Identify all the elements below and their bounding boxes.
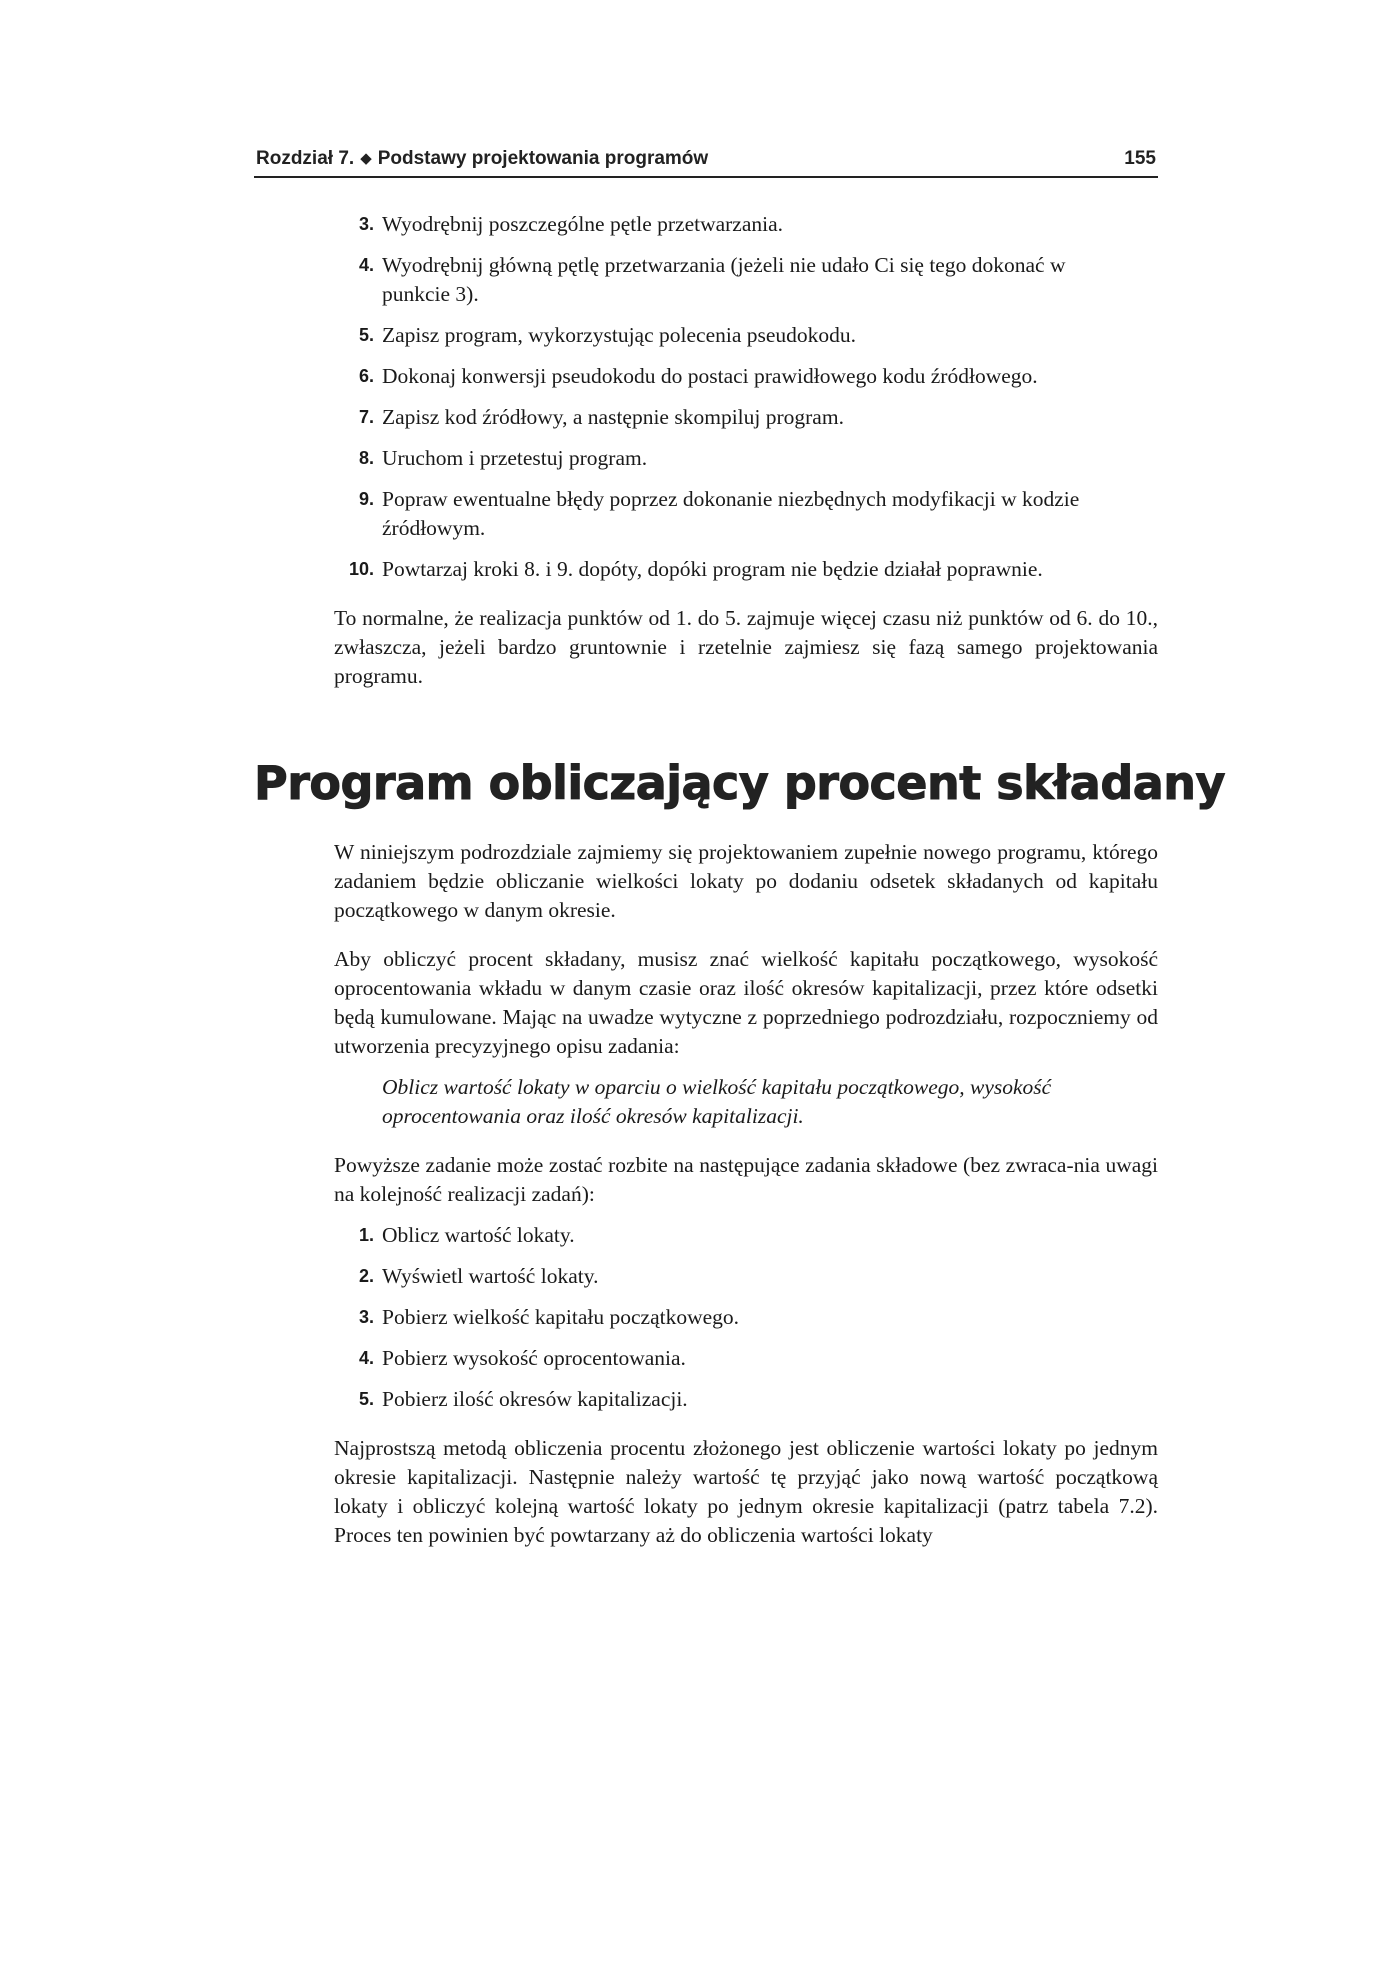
content-top bbox=[334, 210, 1158, 691]
list-item bbox=[334, 362, 1082, 391]
list-item-number: 10. bbox=[348, 559, 374, 579]
list-item-text: Pobierz ilość okresów kapitalizacji. bbox=[382, 1387, 688, 1411]
list-item bbox=[334, 403, 1082, 432]
list-item bbox=[334, 321, 1082, 350]
list-item bbox=[334, 251, 1082, 309]
list-item-number: 1. bbox=[358, 1225, 374, 1245]
list-item-number: 4. bbox=[358, 255, 374, 275]
running-header bbox=[254, 146, 1158, 178]
list-item-text: Zapisz program, wykorzystując polecenia pseudokodu. bbox=[382, 323, 857, 347]
list-item-text: Pobierz wielkość kapitału początkowego. bbox=[382, 1305, 740, 1329]
list-item-number: 8. bbox=[358, 448, 374, 468]
list-item-text: Dokonaj konwersji pseudokodu do postaci prawidłowego kodu źródłowego. bbox=[382, 364, 1038, 388]
list-item-number: 3. bbox=[358, 214, 374, 234]
list-item-text: Wyodrębnij poszczególne pętle przetwarzania. bbox=[382, 212, 784, 236]
list-item-text: Wyświetl wartość lokaty. bbox=[382, 1264, 599, 1288]
list-item bbox=[334, 1385, 1082, 1414]
section-title: Program obliczający procent składany bbox=[254, 756, 1226, 810]
chapter-label: Rozdział 7. bbox=[256, 148, 355, 169]
list-item-text: Pobierz wysokość oprocentowania. bbox=[382, 1346, 686, 1370]
list-item bbox=[334, 555, 1142, 584]
subtasks-list bbox=[334, 1221, 1158, 1414]
list-item-number: 6. bbox=[358, 366, 374, 386]
list-item bbox=[334, 1303, 1082, 1332]
list-item bbox=[334, 485, 1082, 543]
list-item-number: 9. bbox=[358, 489, 374, 509]
list-item bbox=[334, 1262, 1082, 1291]
list-item bbox=[334, 1221, 1082, 1250]
list-item bbox=[334, 444, 1082, 473]
diamond-icon: ◆ bbox=[360, 150, 372, 167]
list-item-number: 4. bbox=[358, 1348, 374, 1368]
list-item bbox=[334, 1344, 1082, 1373]
paragraph-steps-note: To normalne, że realizacja punktów od 1. do 5. zajmuje więcej czasu niż punktów od 6. do 10., zwłaszcza, jeżeli bardzo gruntownie i rzetelnie zajmiesz się fazą samego projektowania programu. bbox=[334, 606, 1158, 688]
list-item-number: 7. bbox=[358, 407, 374, 427]
list-item bbox=[334, 210, 1082, 239]
list-item-number: 5. bbox=[358, 1389, 374, 1409]
task-description-quote: Oblicz wartość lokaty w oparciu o wielkość kapitału początkowego, wysokość oprocentowania oraz ilość okresów kapitalizacji. bbox=[382, 1075, 1052, 1128]
header-chapter bbox=[256, 148, 708, 170]
list-item-text: Uruchom i przetestuj program. bbox=[382, 446, 648, 470]
list-item-text: Wyodrębnij główną pętlę przetwarzania (jeżeli nie udało Ci się tego dokonać w punkcie 3). bbox=[382, 253, 1066, 306]
list-item-number: 2. bbox=[358, 1266, 374, 1286]
list-item-text: Oblicz wartość lokaty. bbox=[382, 1223, 575, 1247]
page-number: 155 bbox=[1124, 148, 1156, 169]
paragraph-final: Najprostszą metodą obliczenia procentu złożonego jest obliczenie wartości lokaty po jednym okresie kapitalizacji. Następnie należy wartość tę przyjąć jako nową wartość początkową lokaty i obliczyć kolejną wartość lokaty po jednym okresie kapitalizacji (patrz tabela 7.2). Proces ten powinien być powtarzany aż do obliczenia wartości lokaty bbox=[334, 1436, 1158, 1547]
list-item-number: 5. bbox=[358, 325, 374, 345]
design-steps-list bbox=[334, 210, 1158, 584]
list-item-text: Popraw ewentualne błędy poprzez dokonanie niezbędnych modyfikacji w kodzie źródłowym. bbox=[382, 487, 1080, 540]
list-item-text: Powtarzaj kroki 8. i 9. dopóty, dopóki program nie będzie działał poprawnie. bbox=[382, 557, 1043, 581]
paragraph-intro: W niniejszym podrozdziale zajmiemy się projektowaniem zupełnie nowego programu, którego zadaniem będzie obliczanie wielkości lokaty po dodaniu odsetek składanych od kapitału początkowego w danym okresie. bbox=[334, 840, 1158, 922]
paragraph-split: Powyższe zadanie może zostać rozbite na następujące zadania składowe (bez zwraca-nia uwagi na kolejność realizacji zadań): bbox=[334, 1153, 1158, 1206]
content-bottom bbox=[334, 838, 1158, 1550]
chapter-title: Podstawy projektowania programów bbox=[377, 148, 709, 169]
list-item-text: Zapisz kod źródłowy, a następnie skompiluj program. bbox=[382, 405, 844, 429]
paragraph-compute: Aby obliczyć procent składany, musisz znać wielkość kapitału początkowego, wysokość oprocentowania wkładu w danym czasie oraz ilość okresów kapitalizacji, przez które odsetki będą kumulowane. Mając na uwadze wytyczne z poprzedniego podrozdziału, rozpoczniemy od utworzenia precyzyjnego opisu zadania: bbox=[334, 947, 1158, 1058]
list-item-number: 3. bbox=[358, 1307, 374, 1327]
